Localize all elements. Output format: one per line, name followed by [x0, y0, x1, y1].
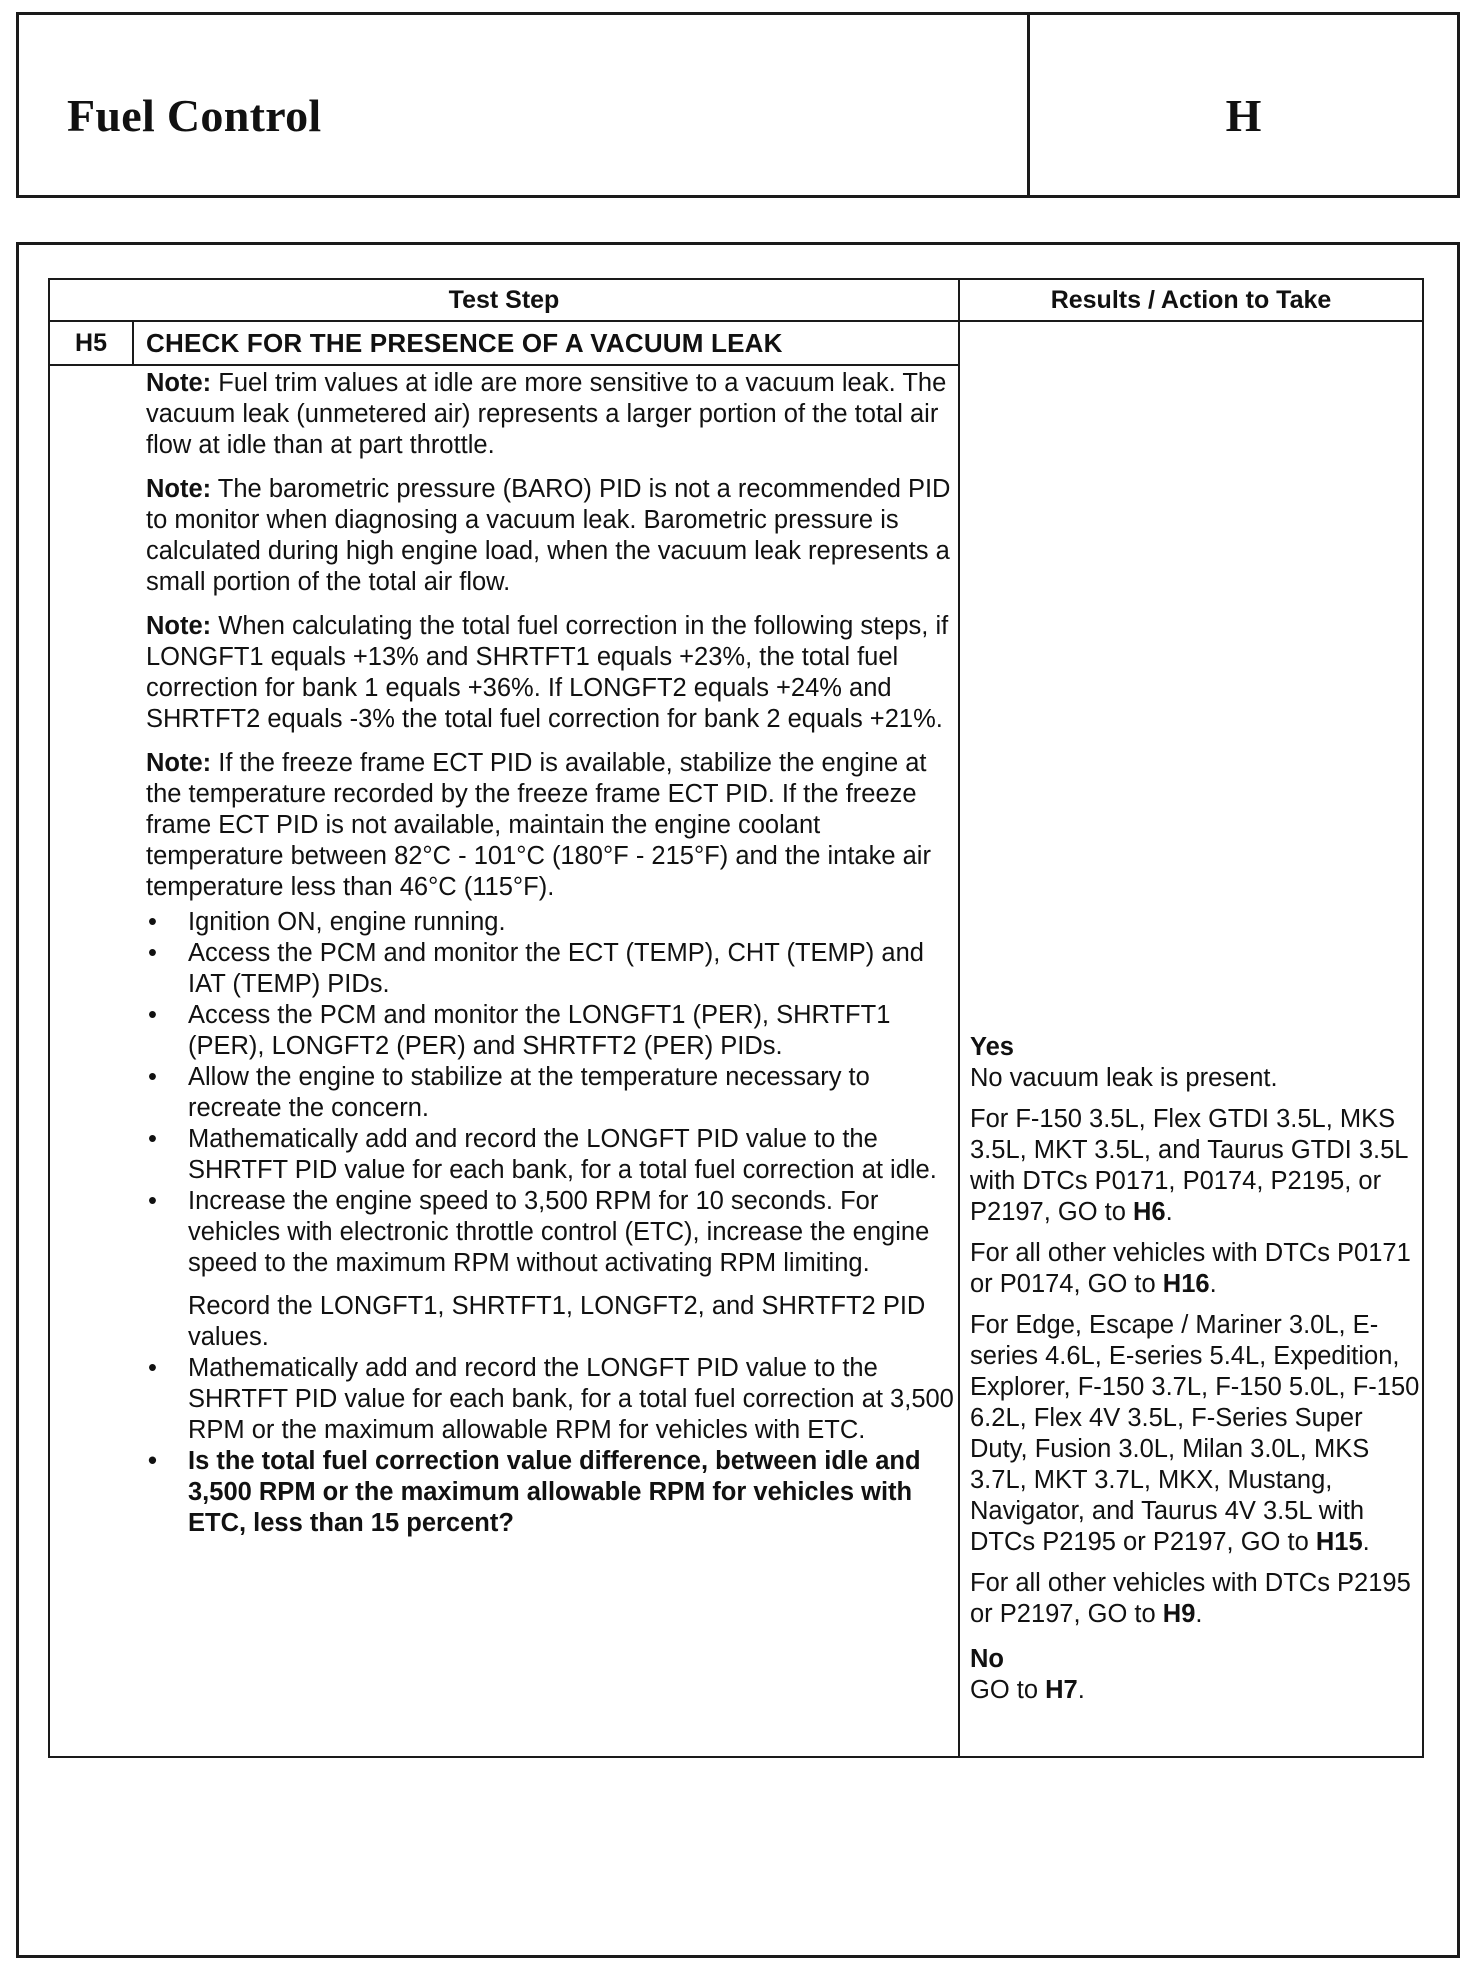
procedure-list	[146, 907, 956, 1539]
yes-text: No vacuum leak is present.	[970, 1064, 1278, 1092]
yes-label: Yes	[970, 1033, 1014, 1061]
result-action	[970, 1104, 1420, 1228]
column-header-results: Results / Action to Take	[1050, 286, 1332, 314]
list-item	[146, 1353, 956, 1446]
bullet-icon: •	[148, 1447, 157, 1475]
result-action	[970, 1310, 1420, 1558]
list-item-text: Ignition ON, engine running.	[188, 908, 506, 936]
column-divider	[958, 280, 960, 1756]
bullet-icon: •	[148, 1001, 157, 1029]
note-label: Note:	[146, 369, 212, 397]
no-text: GO to	[970, 1676, 1046, 1704]
bullet-icon: •	[148, 1125, 157, 1153]
result-action	[970, 1568, 1420, 1630]
note-paragraph	[146, 474, 956, 598]
bullet-icon: •	[148, 1354, 157, 1382]
note-text: Fuel trim values at idle are more sensitive to a vacuum leak. The vacuum leak (unmetered air) represents a larger portion of the total air flow at idle than at part throttle.	[146, 369, 947, 459]
list-subtext: Record the LONGFT1, SHRTFT1, LONGFT2, and SHRTFT2 PID values.	[188, 1292, 926, 1351]
no-label: No	[970, 1645, 1004, 1673]
period: .	[1077, 1676, 1085, 1704]
list-item	[146, 907, 956, 938]
list-item-text: Mathematically add and record the LONGFT PID value to the SHRTFT PID value for each bank, for a total fuel correction at 3,500 RPM or the maximum allowable RPM for vehicles with ETC.	[188, 1354, 954, 1444]
list-item-text: Increase the engine speed to 3,500 RPM for 10 seconds. For vehicles with electronic throttle control (ETC), increase the engine speed to the maximum RPM without activating RPM limiting.	[188, 1187, 930, 1277]
note-label: Note:	[146, 475, 212, 503]
action-text: For all other vehicles with DTCs P2195 or P2197, GO to	[970, 1569, 1411, 1628]
list-item	[146, 1000, 956, 1062]
result-yes	[970, 1032, 1420, 1094]
test-step-table	[48, 278, 1424, 1758]
note-text: The barometric pressure (BARO) PID is not a recommended PID to monitor when diagnosing a vacuum leak. Barometric pressure is calculated during high engine load, when the vacuum leak represents a small portion of the total air flow.	[146, 475, 951, 596]
bullet-icon: •	[148, 908, 157, 936]
action-text: For all other vehicles with DTCs P0171 or P0174, GO to	[970, 1239, 1411, 1298]
goto-link[interactable]: H15	[1315, 1528, 1363, 1556]
period: .	[1165, 1198, 1173, 1226]
note-paragraph	[146, 368, 956, 461]
step-id: H5	[75, 329, 107, 357]
period: .	[1362, 1528, 1370, 1556]
page-title: Fuel Control	[67, 90, 322, 141]
results-column	[970, 1032, 1420, 1716]
note-paragraph	[146, 611, 956, 735]
bullet-icon: •	[148, 1063, 157, 1091]
test-step-body	[146, 368, 956, 1539]
step-id-divider	[132, 322, 134, 364]
list-item-text: Access the PCM and monitor the LONGFT1 (PER), SHRTFT1 (PER), LONGFT2 (PER) and SHRTFT2 (PER) PIDs.	[188, 1001, 891, 1060]
column-header-test-step: Test Step	[448, 286, 560, 314]
note-label: Note:	[146, 749, 212, 777]
bullet-icon: •	[148, 939, 157, 967]
list-item-text: Access the PCM and monitor the ECT (TEMP), CHT (TEMP) and IAT (TEMP) PIDs.	[188, 939, 924, 998]
list-item-text: Mathematically add and record the LONGFT PID value to the SHRTFT PID value for each bank, for a total fuel correction at idle.	[188, 1125, 937, 1184]
goto-link[interactable]: H7	[1045, 1676, 1078, 1704]
question-text: Is the total fuel correction value difference, between idle and 3,500 RPM or the maximum allowable RPM for vehicles with ETC, less than 15 percent?	[188, 1447, 921, 1537]
list-item	[146, 1124, 956, 1186]
list-item	[146, 938, 956, 1000]
goto-link[interactable]: H16	[1162, 1270, 1210, 1298]
list-item-question	[146, 1446, 956, 1539]
note-label: Note:	[146, 612, 212, 640]
list-item-text: Allow the engine to stabilize at the temperature necessary to recreate the concern.	[188, 1063, 870, 1122]
goto-link[interactable]: H6	[1133, 1198, 1166, 1226]
step-title-divider	[50, 364, 958, 366]
note-paragraph	[146, 748, 956, 903]
period: .	[1195, 1600, 1203, 1628]
list-item	[146, 1186, 956, 1279]
result-action	[970, 1238, 1420, 1300]
list-item	[146, 1062, 956, 1124]
bullet-icon: •	[148, 1187, 157, 1215]
step-title: CHECK FOR THE PRESENCE OF A VACUUM LEAK	[146, 328, 783, 358]
period: .	[1209, 1270, 1217, 1298]
page-header	[16, 12, 1460, 198]
note-text: When calculating the total fuel correction in the following steps, if LONGFT1 equals +13% and SHRTFT1 equals +23%, the total fuel correction for bank 1 equals +36%. If LONGFT2 equals +24% and SHRTFT2 equals -3% the total fuel correction for bank 2 equals +21%.	[146, 612, 949, 733]
action-text: For Edge, Escape / Mariner 3.0L, E-series 4.6L, E-series 5.4L, Expedition, Explorer, F-150 3.7L, F-150 5.0L, F-150 6.2L, Flex 4V 3.5L, F-Series Super Duty, Fusion 3.0L, Milan 3.0L, MKS 3.7L, MKT 3.7L, MKX, Mustang, Navigator, and Taurus 4V 3.5L with DTCs P2195 or P2197, GO to	[970, 1311, 1420, 1556]
goto-link[interactable]: H9	[1162, 1600, 1196, 1628]
section-code: H	[1225, 90, 1262, 141]
note-text: If the freeze frame ECT PID is available, stabilize the engine at the temperature recorded by the freeze frame ECT PID. If the freeze frame ECT PID is not available, maintain the engine coolant temperature between 82°C - 101°C (180°F - 215°F) and the intake air temperature less than 46°C (115°F).	[146, 749, 931, 901]
action-text: For F-150 3.5L, Flex GTDI 3.5L, MKS 3.5L, MKT 3.5L, and Taurus GTDI 3.5L with DTCs P0171, P0174, P2195, or P2197, GO to	[970, 1105, 1408, 1226]
result-no	[970, 1644, 1420, 1706]
